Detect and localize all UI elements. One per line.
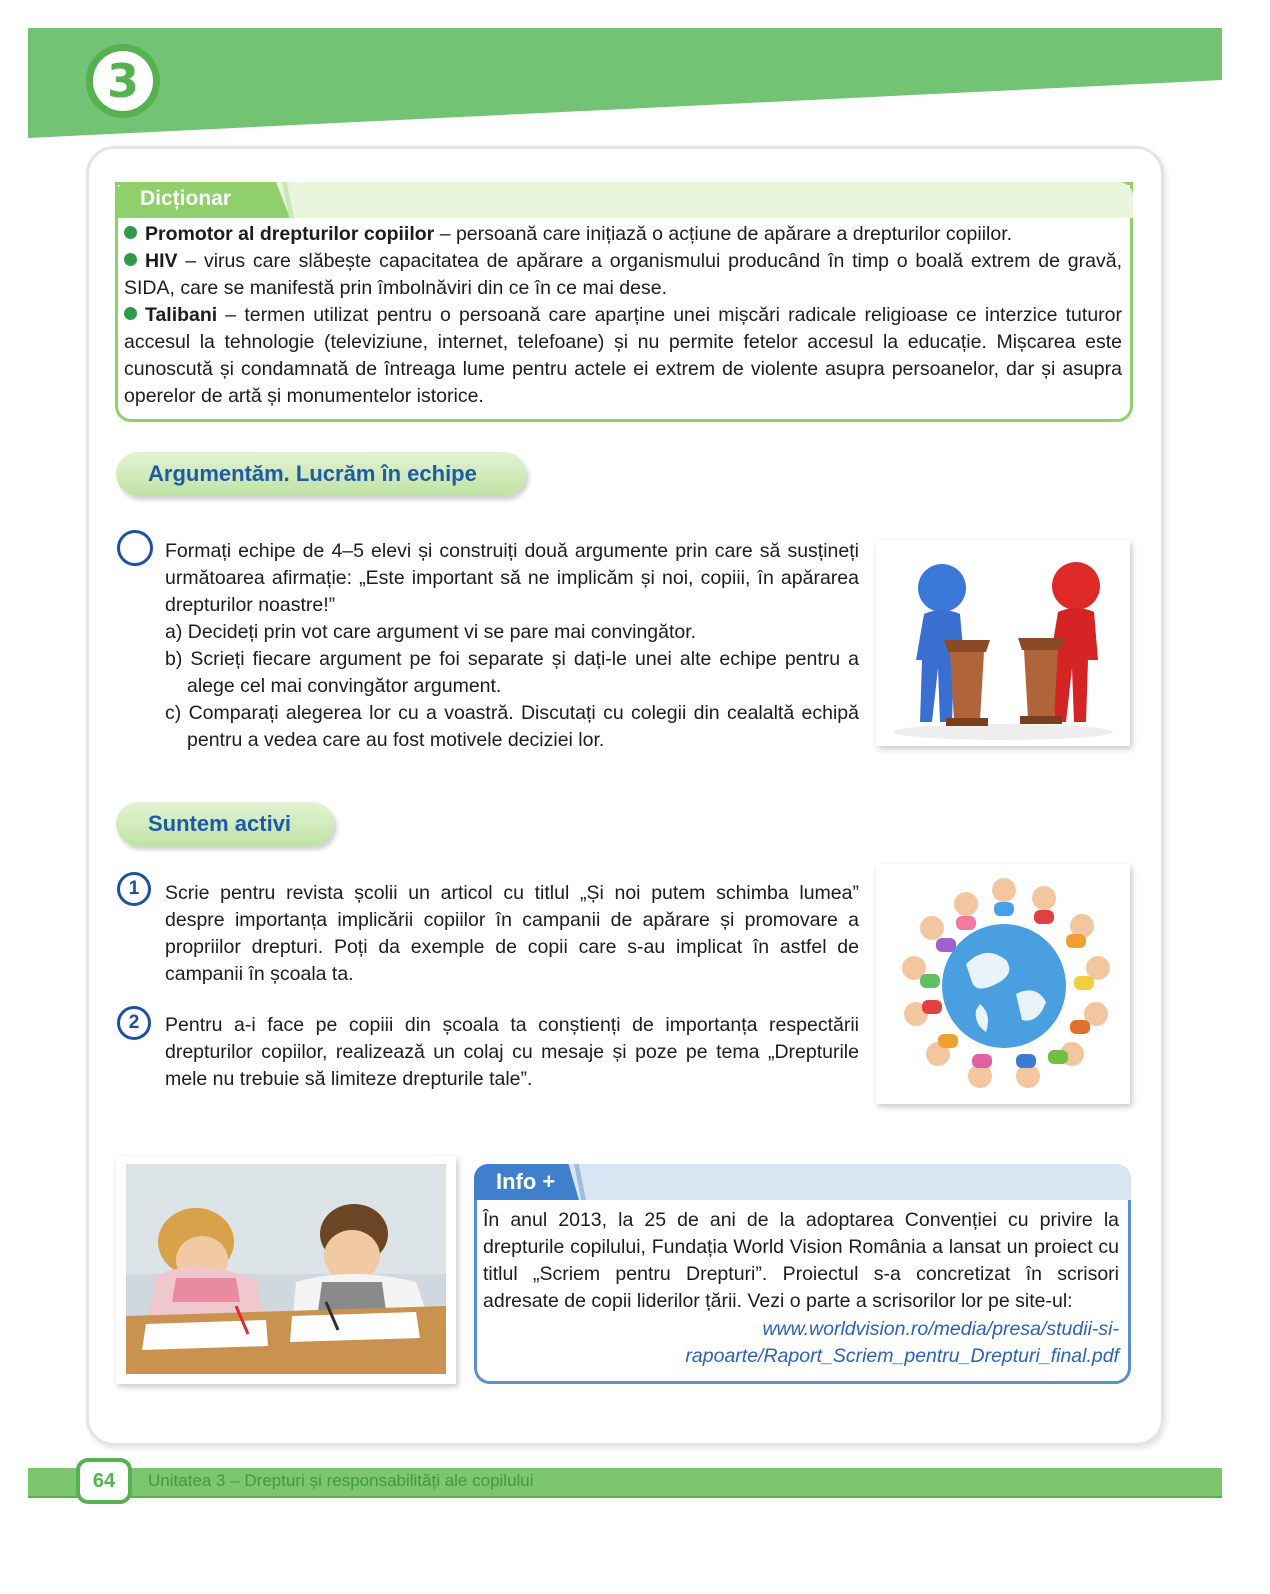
section-title: Suntem activi bbox=[148, 811, 292, 836]
task-item: a) Decideți prin vot care argument vi se pare mai convingător. bbox=[165, 621, 697, 643]
task-1-text: Scrie pentru revista școlii un articol cu titlul „Și noi putem schimba lumea” despre importanța implicării copiilor în campanii de apărare și promovare a propriilor drepturi. Poți da exemple de copii care s-au implicat în astfel de campanii în școala ta. bbox=[165, 882, 859, 985]
task-number-badge bbox=[117, 872, 151, 906]
dictionary-term: Talibani bbox=[145, 304, 218, 326]
dictionary-entry bbox=[124, 248, 1122, 302]
task-circle-icon bbox=[117, 530, 153, 566]
dictionary-entry bbox=[124, 302, 1122, 410]
bullet-icon bbox=[124, 226, 137, 239]
section-title: Argumentăm. Lucrăm în echipe bbox=[148, 461, 477, 486]
task-number: 1 bbox=[128, 878, 140, 899]
task-item: c) Comparați alegerea lor cu a voastră. Discutați cu colegii din cealaltă echipă pentru a vedea care au fost motivele deciziei lor. bbox=[165, 702, 859, 751]
bullet-icon bbox=[124, 253, 137, 266]
section-heading-suntem-activi bbox=[116, 802, 334, 846]
task-number-badge bbox=[117, 1006, 151, 1040]
dictionary-title: Dicționar bbox=[140, 187, 232, 210]
children-writing-image bbox=[116, 1156, 456, 1384]
children-globe-image bbox=[876, 864, 1130, 1104]
dictionary-term: Promotor al drepturilor copiilor bbox=[145, 223, 435, 245]
info-text: În anul 2013, la 25 de ani de la adoptarea Convenției cu privire la drepturile copilului, Fundația World Vision România a lansat un proiect cu titlul „Scriem pentru Drepturi”. Proiectul s-a concretizat în scrisori adresate de copii liderilor țării. Vezi o parte a scrisorilor lor pe site-ul: bbox=[483, 1209, 1119, 1312]
task-intro: Formați echipe de 4–5 elevi și construiți două argumente prin care să susțineți următoarea afirmație: „Este important să ne implicăm și noi, copiii, în apărarea drepturilor noastre!” bbox=[165, 540, 859, 616]
footer-line bbox=[28, 1496, 1222, 1498]
dictionary-term: HIV bbox=[145, 250, 178, 272]
info-title: Info + bbox=[496, 1169, 556, 1194]
dictionary-entry bbox=[124, 221, 1122, 248]
dictionary-definition: – termen utilizat pentru o persoană care aparține unei mișcări radicale religioase ce interzice tuturor accesul la tehnologie (televiziune, internet, telefoane) și nu permite fetelor accesul la educație. Mișcarea este cunoscută și condamnată de întreaga lume pentru actele ei extrem de violente asupra persoanelor, dar și asupra operelor de artă și monumentelor istorice. bbox=[124, 304, 1122, 407]
task-2-text: Pentru a-i face pe copiii din școala ta conștienți de importanța respectării drepturilor copiilor, realizează un colaj cu mesaje și poze pe tema „Drepturile mele nu trebuie să limiteze drepturile tale”. bbox=[165, 1014, 859, 1090]
header-band bbox=[28, 28, 1222, 138]
section1-task bbox=[165, 538, 859, 754]
info-link[interactable]: www.worldvision.ro/media/presa/studii-si-rapoarte/Raport_Scriem_pentru_Drepturi_final.pdf bbox=[685, 1318, 1119, 1367]
page-number: 64 bbox=[92, 1469, 116, 1492]
dictionary-definition: – persoană care inițiază o acțiune de apărare a drepturilor copiilor. bbox=[434, 223, 1013, 245]
unit-number: 3 bbox=[106, 54, 139, 108]
debate-figures-image bbox=[876, 540, 1130, 746]
dictionary-body bbox=[124, 221, 1122, 410]
section-heading-argumentam bbox=[116, 452, 526, 496]
dictionary-definition: – virus care slăbește capacitatea de apărare a organismului producând în timp o boală extrem de gravă, SIDA, care se manifestă prin îmbolnăviri din ce în ce mai dese. bbox=[124, 250, 1122, 299]
task-item: b) Scrieți fiecare argument pe foi separate și dați-le unei alte echipe pentru a alege cel mai convingător argument. bbox=[165, 648, 859, 697]
page-number-badge bbox=[76, 1458, 132, 1504]
footer-unit-title: Unitatea 3 – Drepturi și responsabilități ale copilului bbox=[148, 1471, 534, 1490]
task-number: 2 bbox=[128, 1012, 140, 1033]
bullet-icon bbox=[124, 307, 137, 320]
unit-number-badge bbox=[86, 44, 160, 118]
